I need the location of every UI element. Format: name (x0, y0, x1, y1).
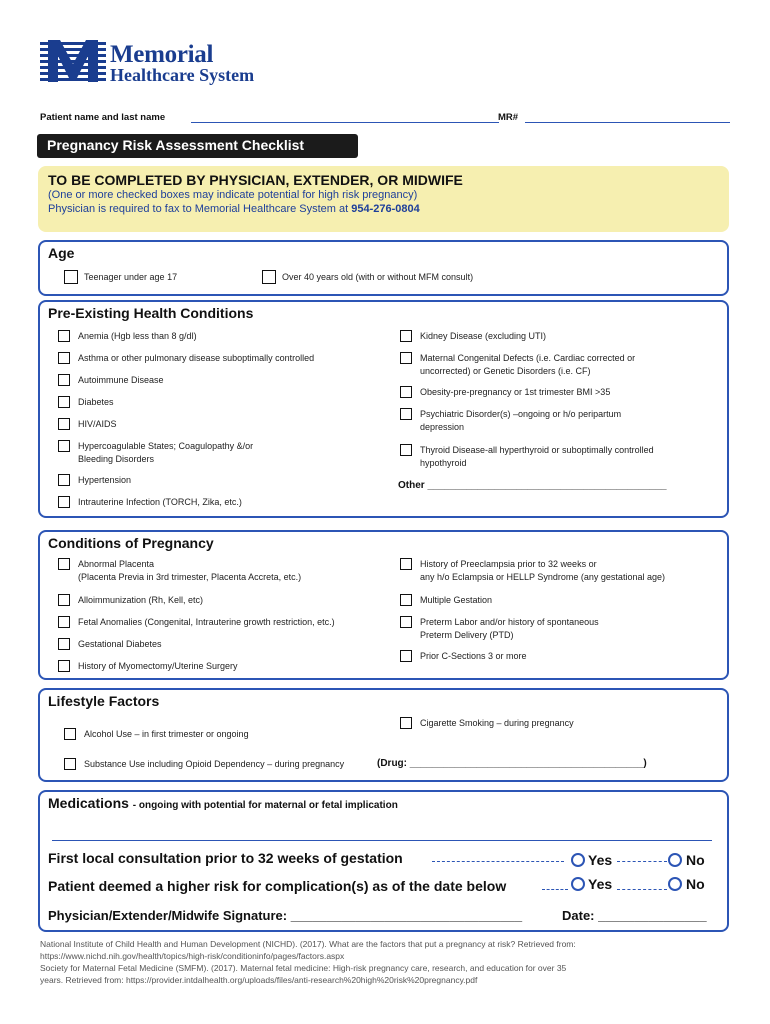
references-footer (40, 938, 730, 986)
q1-no-radio[interactable] (668, 853, 682, 867)
section-title-age: Age (48, 245, 75, 261)
section-title-medications (48, 795, 398, 811)
checkbox[interactable] (400, 386, 412, 398)
section-title-pregnancy: Conditions of Pregnancy (48, 535, 214, 551)
checkbox-label: Hypertension (78, 475, 132, 485)
notice-line-1: (One or more checked boxes may indicate potential for high risk pregnancy) (48, 189, 418, 201)
leader-dots (617, 889, 667, 890)
checkbox-label: depression (420, 421, 465, 432)
checkbox[interactable] (58, 594, 70, 606)
checkbox-label: Psychiatric Disorder(s) –ongoing or h/o peripartum (420, 409, 622, 419)
q1-yes-label: Yes (588, 852, 613, 868)
notice-fax-number: 954-276-0804 (351, 203, 420, 215)
notice-fax-text: Physician is required to fax to Memorial Healthcare System at (48, 203, 349, 215)
question-higher-risk: Patient deemed a higher risk for complication(s) as of the date below (48, 878, 507, 894)
checkbox-label: Hypercoagulable States; Coagulopathy &/or (78, 441, 254, 451)
q1-no-label: No (686, 852, 705, 868)
checkbox-label: Kidney Disease (excluding UTI) (420, 331, 547, 341)
checkbox[interactable] (58, 496, 70, 508)
notice-heading: TO BE COMPLETED BY PHYSICIAN, EXTENDER, OR MIDWIFE (48, 172, 463, 188)
checkbox-label: Over 40 years old (with or without MFM consult) (282, 272, 474, 282)
checkbox-label: Substance Use including Opioid Dependency – during pregnancy (84, 759, 345, 769)
section-preexisting (38, 300, 729, 518)
checkbox[interactable] (58, 660, 70, 672)
checkbox-label: History of Preeclampsia prior to 32 weeks or (420, 559, 597, 569)
q2-no-radio[interactable] (668, 877, 682, 891)
checkbox[interactable] (64, 270, 78, 284)
checkbox-label: HIV/AIDS (78, 419, 117, 429)
checkbox[interactable] (58, 440, 70, 452)
checkbox-label: Asthma or other pulmonary disease suboptimally controlled (78, 353, 315, 363)
checkbox[interactable] (400, 558, 412, 570)
section-lifestyle (38, 688, 729, 782)
checkbox[interactable] (400, 717, 412, 729)
reference-line: Society for Maternal Fetal Medicine (SMFM). (2017). Maternal fetal medicine: High-risk pregnancy care, research, and education for over 35 (40, 963, 567, 973)
checkbox-label: Alcohol Use – in first trimester or ongoing (84, 729, 249, 739)
checkbox[interactable] (58, 638, 70, 650)
checkbox[interactable] (400, 330, 412, 342)
q1-yes-radio[interactable] (571, 853, 585, 867)
checkbox[interactable] (58, 474, 70, 486)
checkbox[interactable] (400, 616, 412, 628)
memorial-m-icon (40, 40, 106, 82)
checkbox[interactable] (58, 374, 70, 386)
patient-info-row (40, 112, 730, 126)
section-title-lifestyle: Lifestyle Factors (48, 693, 160, 709)
checkbox-label: Diabetes (78, 397, 114, 407)
patient-name-field[interactable] (191, 122, 499, 123)
checkbox-label: Bleeding Disorders (78, 453, 155, 464)
leader-dots (542, 889, 568, 890)
logo-text-memorial: Memorial (110, 41, 214, 68)
section-age (38, 240, 729, 296)
mr-number-field[interactable] (525, 122, 730, 123)
checkbox-label: Autoimmune Disease (78, 375, 164, 385)
medications-line[interactable] (52, 840, 712, 841)
section-title-preexisting: Pre-Existing Health Conditions (48, 305, 254, 321)
checkbox[interactable] (400, 352, 412, 364)
reference-line: National Institute of Child Health and Human Development (NICHD). (2017). What are the factors that put a pregnancy at risk? Retrieved from: (40, 939, 576, 949)
checkbox[interactable] (64, 758, 76, 770)
notice-line-2 (48, 202, 719, 216)
section-pregnancy (38, 530, 729, 680)
checkbox-label: Maternal Congenital Defects (i.e. Cardiac corrected or (420, 353, 636, 363)
q2-yes-label: Yes (588, 876, 613, 892)
memorial-logo (40, 40, 280, 88)
reference-line: years. Retrieved from: https://provider.intdalhealth.org/uploads/files/anti-research%20high%20risk%20pregnancy.pdf (40, 975, 478, 985)
page-title: Pregnancy Risk Assessment Checklist (37, 134, 358, 158)
checkbox-label: Cigarette Smoking – during pregnancy (420, 718, 574, 728)
question-first-consult: First local consultation prior to 32 weeks of gestation (48, 850, 403, 866)
checkbox[interactable] (58, 616, 70, 628)
checkbox[interactable] (400, 444, 412, 456)
checkbox-label: Abnormal Placenta (78, 559, 155, 569)
checkbox-label: uncorrected) or Genetic Disorders (i.e. CF) (420, 365, 591, 376)
checkbox-label: Intrauterine Infection (TORCH, Zika, etc.) (78, 497, 242, 507)
date-field[interactable]: Date: _______________ (562, 908, 707, 923)
drug-field[interactable]: (Drug: __________________________________________) (377, 758, 647, 769)
checkbox-label: (Placenta Previa in 3rd trimester, Placenta Accreta, etc.) (78, 571, 302, 582)
checkbox[interactable] (400, 594, 412, 606)
checkbox-label: hypothyroid (420, 457, 467, 468)
leader-dots (617, 861, 667, 862)
checkbox[interactable] (64, 728, 76, 740)
medications-title: Medications (48, 795, 129, 811)
checkbox-label: Multiple Gestation (420, 595, 493, 605)
checkbox[interactable] (400, 408, 412, 420)
checkbox-label: History of Myomectomy/Uterine Surgery (78, 661, 238, 671)
checkbox-label: Fetal Anomalies (Congenital, Intrauterine growth restriction, etc.) (78, 617, 335, 627)
q2-yes-radio[interactable] (571, 877, 585, 891)
checkbox-label: Obesity-pre-pregnancy or 1st trimester BMI >35 (420, 387, 611, 397)
checkbox[interactable] (58, 418, 70, 430)
checkbox[interactable] (58, 396, 70, 408)
other-field[interactable]: Other ___________________________________________ (398, 480, 667, 491)
checkbox-label: Preterm Labor and/or history of spontaneous (420, 617, 599, 627)
patient-name-label: Patient name and last name (40, 112, 166, 123)
checkbox-label: Alloimmunization (Rh, Kell, etc) (78, 595, 204, 605)
checkbox[interactable] (58, 352, 70, 364)
reference-line: https://www.nichd.nih.gov/health/topics/high-risk/conditioninfo/pages/factors.aspx (40, 951, 345, 961)
checkbox-label: any h/o Eclampsia or HELLP Syndrome (any gestational age) (420, 571, 665, 582)
checkbox-label: Gestational Diabetes (78, 639, 162, 649)
completion-notice (38, 166, 729, 232)
mr-number-label: MR# (498, 112, 519, 123)
checkbox-label: Preterm Delivery (PTD) (420, 629, 514, 640)
logo-text-healthcare: Healthcare System (110, 65, 255, 85)
medications-subtitle: - ongoing with potential for maternal or fetal implication (132, 800, 398, 811)
leader-dots (432, 861, 564, 862)
q2-no-label: No (686, 876, 705, 892)
checkbox-label: Teenager under age 17 (84, 272, 178, 282)
checkbox[interactable] (58, 330, 70, 342)
checkbox[interactable] (262, 270, 276, 284)
checkbox[interactable] (400, 650, 412, 662)
checkbox[interactable] (58, 558, 70, 570)
checkbox-label: Anemia (Hgb less than 8 g/dl) (78, 331, 197, 341)
signature-field[interactable]: Physician/Extender/Midwife Signature: ________________________________ (48, 908, 523, 923)
checkbox-label: Thyroid Disease-all hyperthyroid or suboptimally controlled (420, 445, 654, 455)
checkbox-label: Prior C-Sections 3 or more (420, 651, 527, 661)
